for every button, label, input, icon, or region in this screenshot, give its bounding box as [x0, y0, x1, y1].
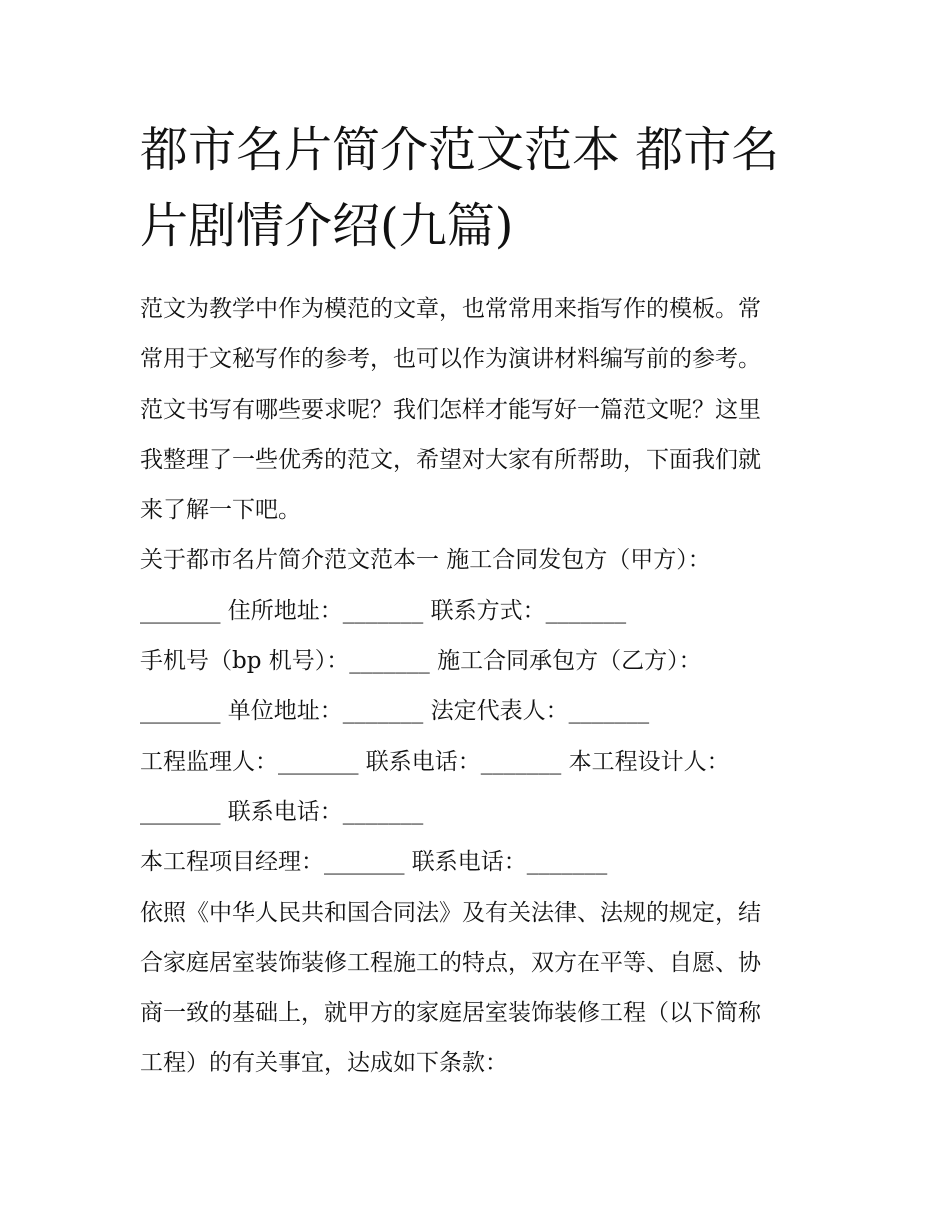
- project-manager-paragraph: [140, 837, 815, 887]
- text-line: 本工程项目经理：_______ 联系电话：_______: [140, 849, 608, 876]
- text-line: 依照《中华人民共和国合同法》及有关法律、法规的规定，结: [140, 899, 761, 926]
- text-line: 合家庭居室装饰装修工程施工的特点，双方在平等、自愿、协: [140, 949, 761, 976]
- text-line: 手机号（bp 机号）：_______ 施工合同承包方（乙方）：: [140, 648, 702, 675]
- text-line: _______ 单位地址：_______ 法定代表人：_______: [140, 698, 650, 725]
- text-line: 工程）的有关事宜，达成如下条款：: [140, 1050, 508, 1077]
- text-line: 来了解一下吧。: [140, 497, 301, 524]
- text-line: _______ 联系电话：_______: [140, 798, 424, 825]
- document-title: [140, 112, 815, 264]
- text-line: 商一致的基础上，就甲方的家庭居室装饰装修工程（以下简称: [140, 1000, 761, 1027]
- document-page: [140, 112, 815, 1089]
- text-line: 范文书写有哪些要求呢？我们怎样才能写好一篇范文呢？这里: [140, 396, 761, 423]
- text-line: 我整理了一些优秀的范文，希望对大家有所帮助，下面我们就: [140, 446, 761, 473]
- text-line: _______ 住所地址：_______ 联系方式：_______: [140, 597, 627, 624]
- text-line: 工程监理人：_______ 联系电话：_______ 本工程设计人：: [140, 748, 730, 775]
- intro-paragraph: [140, 284, 815, 535]
- title-line: 都市名片简介范文范本 都市名: [140, 122, 780, 178]
- title-line: 片剧情介绍(九篇): [140, 198, 514, 254]
- text-line: 范文为教学中作为模范的文章，也常常用来指写作的模板。常: [140, 296, 761, 322]
- text-line: 常用于文秘写作的参考，也可以作为演讲材料编写前的参考。: [140, 346, 761, 373]
- text-line: 关于都市名片简介范文范本一 施工合同发包方（甲方）：: [140, 547, 711, 574]
- closing-paragraph: [140, 888, 815, 1089]
- contract-header-paragraph: [140, 535, 815, 837]
